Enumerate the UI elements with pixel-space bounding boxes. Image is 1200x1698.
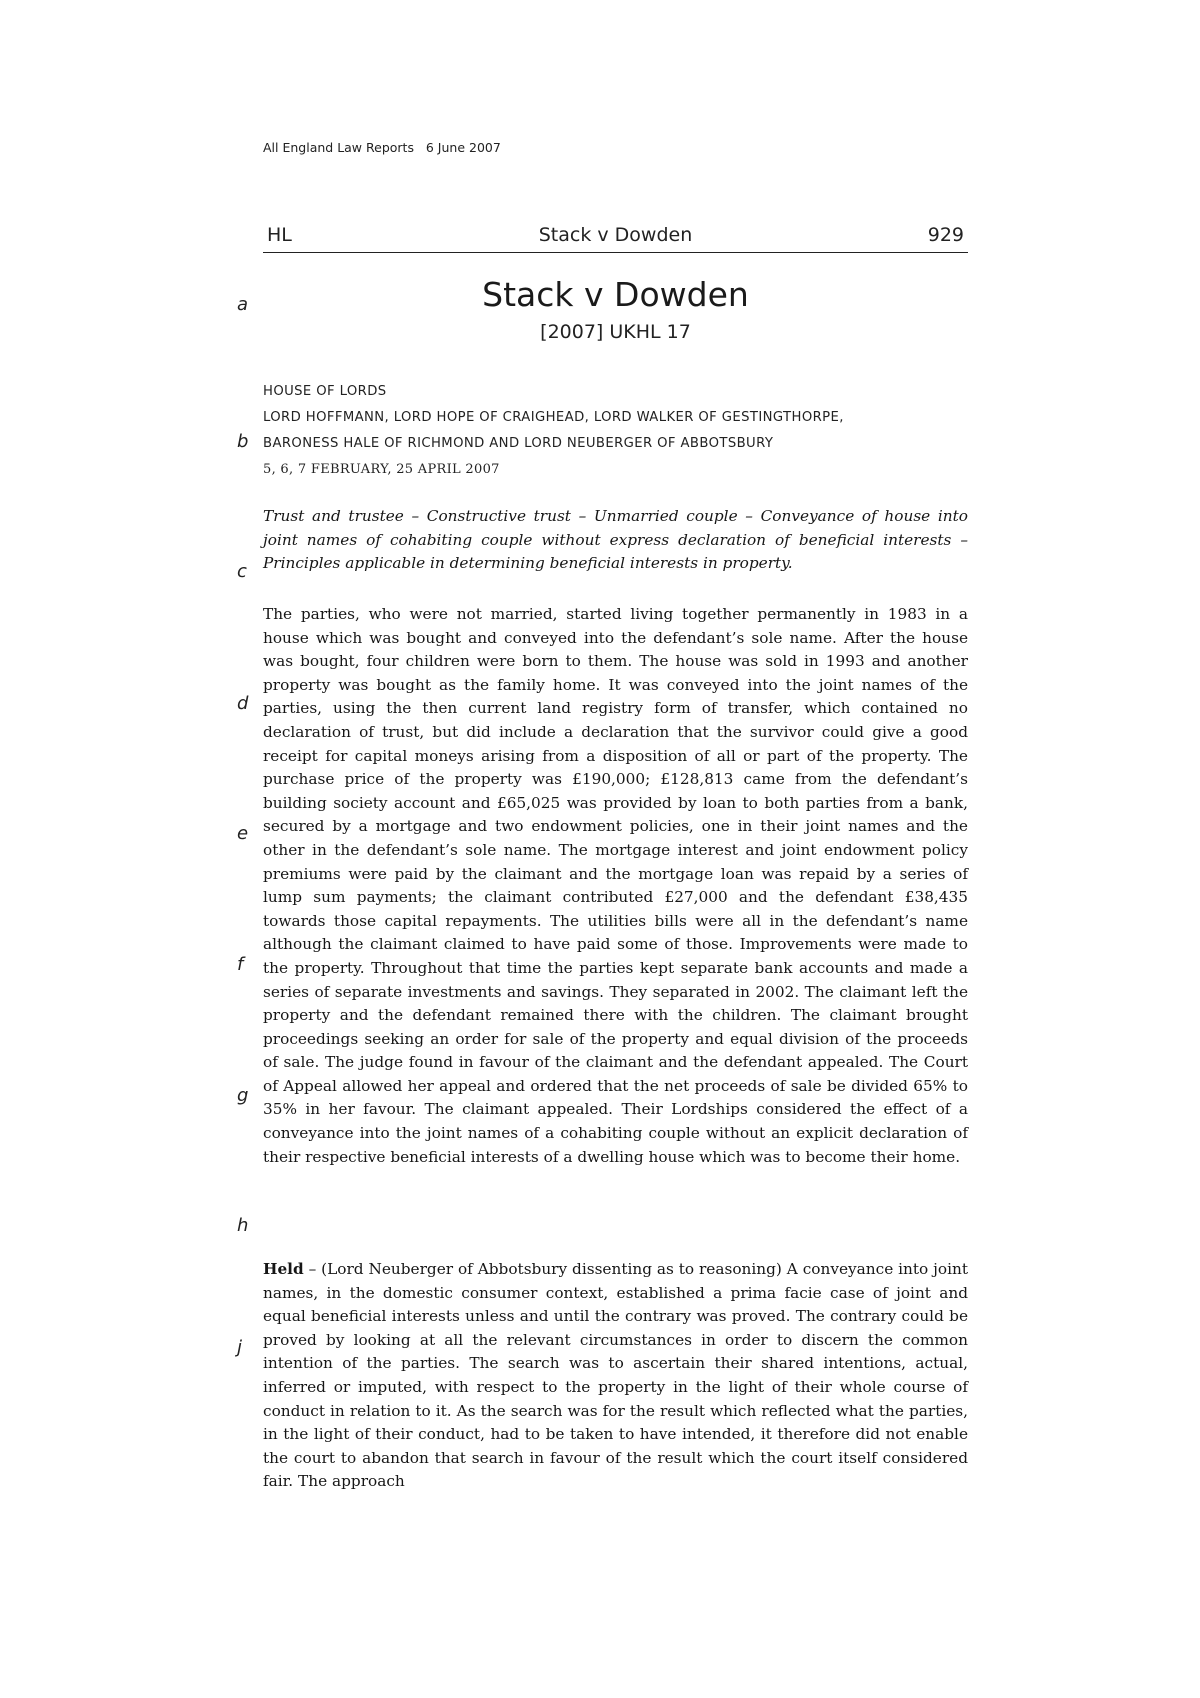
margin-letter-b: b xyxy=(237,431,249,452)
margin-letter-c: c xyxy=(237,561,247,582)
margin-letter-f: f xyxy=(237,954,244,975)
neutral-citation: [2007] UKHL 17 xyxy=(540,321,691,343)
margin-letter-d: d xyxy=(237,693,249,714)
running-head: All England Law Reports 6 June 2007 xyxy=(263,140,501,155)
page-number: 929 xyxy=(927,224,964,246)
judges-line-1: LORD HOFFMANN, LORD HOPE OF CRAIGHEAD, LORD WALKER OF GESTINGTHORPE, xyxy=(263,410,844,425)
court-name: HOUSE OF LORDS xyxy=(263,384,387,399)
margin-letter-j: j xyxy=(237,1337,243,1358)
header-case-name: Stack v Dowden xyxy=(538,224,693,246)
catchwords: Trust and trustee – Constructive trust – Unmarried couple – Conveyance of house into joint names of cohabiting couple without express declaration of beneficial interests – Principles applicable in determining beneficial interests in property. xyxy=(263,507,968,572)
margin-letter-h: h xyxy=(237,1215,249,1236)
page-header xyxy=(263,222,968,253)
margin-letter-e: e xyxy=(237,823,249,844)
facts-paragraph: The parties, who were not married, started living together permanently in 1983 in a house which was bought and conveyed into the defendant’s sole name. After the house was bought, four children were born to them. The house was sold in 1993 and another property was bought as the family home. It was conveyed into the joint names of the parties, using the then current land registry form of transfer, which contained no declaration of trust, but did include a declaration that the survivor could give a good receipt for capital moneys arising from a disposition of all or part of the property. The purchase price of the property was £190,000; £128,813 came from the defendant’s building society account and £65,025 was provided by loan to both parties from a bank, secured by a mortgage and two endowment policies, one in their joint names and the other in the defendant’s sole name. The mortgage interest and joint endowment policy premiums were paid by the claimant and the mortgage loan was repaid by a series of lump sum payments; the claimant contributed £27,000 and the defendant £38,435 towards those capital repayments. The utilities bills were all in the defendant’s name although the claimant claimed to have paid some of those. Improvements were made to the property. Throughout that time the parties kept separate bank accounts and made a series of separate investments and savings. They separated in 2002. The claimant left the property and the defendant remained there with the children. The claimant brought proceedings seeking an order for sale of the property and equal division of the proceeds of sale. The judge found in favour of the claimant and the defendant appealed. The Court of Appeal allowed her appeal and ordered that the net proceeds of sale be divided 65% to 35% in her favour. The claimant appealed. Their Lordships considered the effect of a conveyance into the joint names of a cohabiting couple without an explicit declaration of their respective beneficial interests of a dwelling house which was to become their home. xyxy=(263,605,968,1166)
header-court-abbrev: HL xyxy=(267,224,292,246)
margin-letter-g: g xyxy=(237,1085,249,1106)
judges-line-2: BARONESS HALE OF RICHMOND AND LORD NEUBERGER OF ABBOTSBURY xyxy=(263,436,774,451)
held-paragraph xyxy=(263,1258,968,1494)
margin-letter-a: a xyxy=(237,294,249,315)
case-title: Stack v Dowden xyxy=(482,275,749,314)
hearing-dates: 5, 6, 7 FEBRUARY, 25 APRIL 2007 xyxy=(263,462,500,477)
held-label: Held xyxy=(263,1260,304,1278)
held-text: – (Lord Neuberger of Abbotsbury dissenting as to reasoning) A conveyance into joint names, in the domestic consumer context, established a prima facie case of joint and equal beneficial interests unless and until the contrary was proved. The contrary could be proved by looking at all the relevant circumstances in order to discern the common intention of the parties. The search was to ascertain their shared intentions, actual, inferred or imputed, with respect to the property in the light of their whole course of conduct in relation to it. As the search was for the result which reflected what the parties, in the light of their conduct, had to be taken to have intended, it therefore did not enable the court to abandon that search in favour of the result which the court itself considered fair. The approach xyxy=(263,1260,968,1491)
